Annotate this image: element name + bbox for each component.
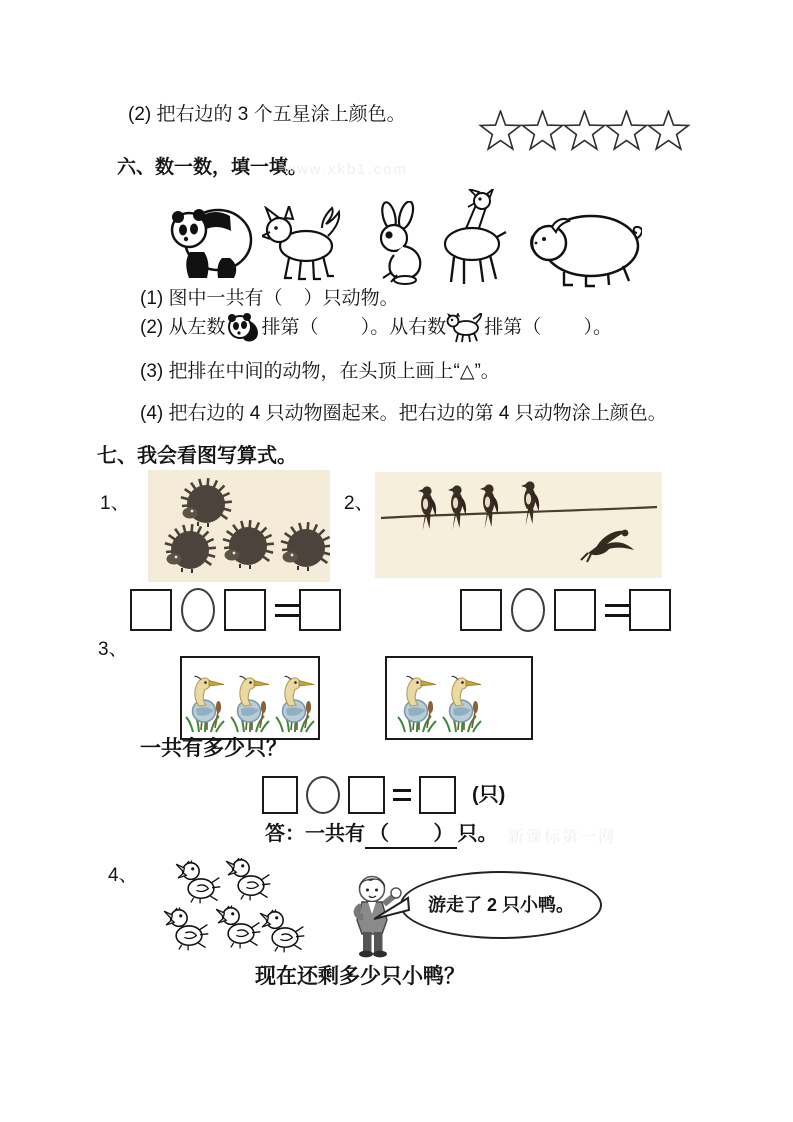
rabbit-image (368, 201, 430, 285)
section-six-title: 六、数一数，填一填。 (117, 157, 308, 178)
equation-box (554, 589, 596, 631)
swallows-picture (375, 472, 662, 578)
star-icon (520, 110, 565, 154)
duck-icon (226, 858, 270, 900)
swallow-icon (521, 481, 539, 526)
equation-box (130, 589, 172, 631)
operator-circle (181, 588, 215, 632)
heron-icon (230, 672, 270, 734)
six-question-2-part2: 排第（ ）。从右数 (261, 316, 447, 338)
hedgehogs-picture (148, 470, 330, 582)
swallow-icon (448, 485, 466, 530)
flying-swallow-icon (581, 530, 634, 562)
swallow-icon (418, 486, 436, 531)
deer-image (432, 189, 514, 286)
item4-question: 现在还剩多少只小鸭？ (255, 965, 465, 988)
hedgehog-icon (281, 522, 330, 571)
answer-blank: （ ） (365, 822, 457, 849)
equals-sign (393, 778, 411, 812)
equation-item1 (130, 588, 341, 632)
answer-line (265, 822, 497, 849)
six-question-2-part3: 排第（ ）。 (484, 316, 612, 338)
item3-label: 3、 (98, 639, 128, 660)
six-question-1: (1) 图中一共有（ ）只动物。 (140, 288, 399, 309)
hedgehog-icon (223, 520, 274, 569)
stars-row (478, 110, 688, 154)
dog-image (262, 206, 346, 282)
herons-box-right (385, 656, 533, 740)
equation-box (224, 589, 266, 631)
unit-label: (只) (472, 783, 506, 806)
swallow-icon (480, 484, 498, 529)
equals-sign (605, 591, 629, 629)
heron-icon (185, 672, 225, 734)
pig-image (528, 206, 642, 288)
duck-icon (216, 906, 260, 949)
ducks-picture (162, 858, 306, 958)
item4-label: 4、 (108, 865, 138, 886)
star-icon (562, 110, 607, 154)
equation-box (629, 589, 671, 631)
watermark-bottom: 新课标第一网 (508, 829, 617, 846)
equation-box (419, 776, 456, 814)
speech-bubble (400, 871, 602, 939)
hedgehog-icon (165, 524, 216, 573)
equation-box (460, 589, 502, 631)
equation-box (299, 589, 341, 631)
duck-icon (164, 908, 208, 951)
star-icon (478, 110, 523, 154)
hedgehog-icon (181, 478, 232, 527)
equation-item2 (460, 588, 671, 632)
star-icon (646, 110, 691, 154)
six-question-4: (4) 把右边的 4 只动物圈起来。把右边的第 4 只动物涂上颜色。 (140, 403, 667, 424)
equals-sign (275, 591, 299, 629)
speech-bubble-tail (374, 896, 410, 924)
item1-label: 1、 (100, 493, 130, 514)
operator-circle (306, 776, 340, 814)
star-icon (604, 110, 649, 154)
speech-bubble-text: 游走了 2 只小鸭。 (427, 894, 574, 915)
equation-box (348, 776, 385, 814)
section-seven-title: 七、我会看图写算式。 (97, 445, 297, 467)
panda-image (168, 194, 254, 284)
panda-inline-icon (226, 312, 262, 343)
heron-icon (397, 672, 437, 734)
operator-circle (511, 588, 545, 632)
answer-prefix: 答：一共有 (265, 823, 365, 845)
item3-question: 一共有多少只？ (140, 737, 287, 760)
herons-box-left (180, 656, 320, 740)
six-question-2-part1: (2) 从左数 (140, 316, 226, 338)
duck-icon (260, 910, 304, 953)
watermark-top: www.xkb1.com (284, 161, 409, 178)
equation-item3 (262, 776, 505, 814)
equation-box (262, 776, 298, 814)
six-question-2 (140, 312, 612, 343)
item2-label: 2、 (344, 493, 374, 514)
heron-icon (275, 672, 315, 734)
color-stars-question: (2) 把右边的 3 个五星涂上颜色。 (128, 104, 406, 125)
dog-inline-icon (446, 313, 484, 343)
heron-icon (442, 672, 482, 734)
answer-suffix: 只。 (457, 823, 498, 845)
six-question-3: (3) 把排在中间的动物，在头顶上画上“△”。 (140, 361, 500, 382)
duck-icon (176, 861, 220, 904)
